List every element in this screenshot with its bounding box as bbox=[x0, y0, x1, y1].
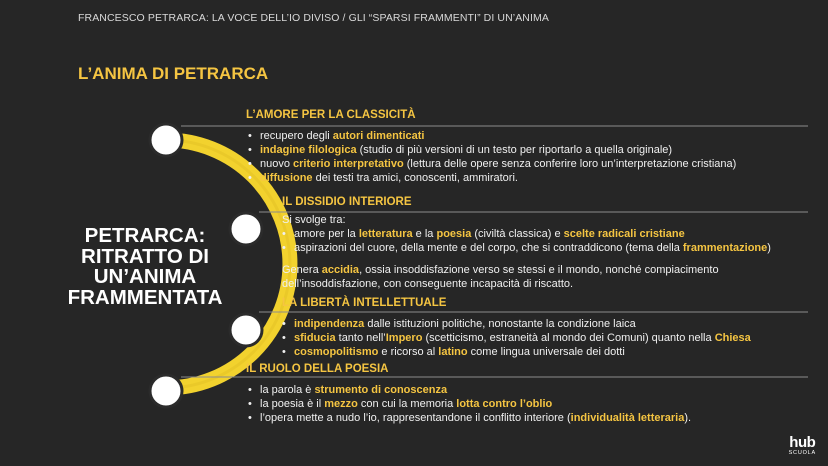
highlight-term: cosmopolitismo bbox=[294, 346, 379, 358]
text-segment: dalle istituzioni politiche, nonostante la condizione laica bbox=[364, 318, 636, 330]
main-title-line: PETRARCA: bbox=[84, 224, 206, 247]
highlight-term: sfiducia bbox=[294, 332, 336, 344]
list-item bbox=[248, 397, 691, 411]
text-segment: nuovo bbox=[260, 158, 294, 170]
text-segment: aspirazioni del cuore, della mente e del corpo, che si contraddicono (tema della bbox=[294, 242, 683, 254]
bullet-list-liberta bbox=[282, 317, 751, 359]
text-segment: (scetticismo, estraneità al mondo dei Comuni) quanto nella bbox=[422, 332, 715, 344]
text-segment: ). bbox=[684, 412, 692, 424]
logo-sub: SCUOLA bbox=[788, 450, 816, 456]
text-segment: (lettura delle opere senza conferire loro un’interpretazione cristiana) bbox=[403, 158, 737, 170]
highlight-term: poesia bbox=[436, 228, 472, 240]
list-item bbox=[282, 241, 771, 255]
bullet-list-classicita bbox=[248, 129, 736, 185]
text-segment: dei testi tra amici, conoscenti, ammiratori. bbox=[312, 172, 518, 184]
text-segment: amore per la bbox=[294, 228, 359, 240]
text-segment: dell’insoddisfazione, con conseguente incapacità di riscatto. bbox=[282, 278, 574, 290]
text-segment: come lingua universale dei dotti bbox=[467, 346, 625, 358]
section-paragraph-line bbox=[282, 263, 719, 277]
timeline-node-3 bbox=[230, 314, 262, 346]
text-segment: , ossia insoddisfazione verso se stessi e il mondo, nonché compiacimento bbox=[359, 264, 719, 276]
text-segment: tanto nell’ bbox=[335, 332, 386, 344]
list-item bbox=[248, 171, 736, 185]
page-title: L’ANIMA DI PETRARCA bbox=[78, 64, 269, 83]
highlight-term: mezzo bbox=[324, 398, 358, 410]
text-segment: ) bbox=[767, 242, 771, 254]
main-title bbox=[40, 226, 250, 308]
section-intro: Si svolge tra: bbox=[282, 214, 346, 226]
text-segment: e ricorso al bbox=[378, 346, 439, 358]
highlight-term: autori dimenticati bbox=[332, 130, 425, 142]
list-item bbox=[248, 383, 691, 397]
text-segment: la poesia è il bbox=[260, 398, 325, 410]
text-segment: (civiltà classica) e bbox=[471, 228, 564, 240]
highlight-term: latino bbox=[438, 346, 468, 358]
highlight-term: frammentazione bbox=[682, 242, 768, 254]
highlight-term: Impero bbox=[385, 332, 423, 344]
list-item bbox=[282, 317, 751, 331]
text-segment: la parola è bbox=[260, 384, 315, 396]
text-segment: e la bbox=[412, 228, 437, 240]
section-title-classicita: L’AMORE PER LA CLASSICITÀ bbox=[246, 109, 416, 121]
text-segment: con cui la memoria bbox=[357, 398, 457, 410]
highlight-term: Chiesa bbox=[714, 332, 751, 344]
section-title-liberta: LA LIBERTÀ INTELLETTUALE bbox=[282, 297, 447, 309]
main-title-line: RITRATTO DI bbox=[81, 244, 209, 268]
timeline-node-1 bbox=[150, 124, 182, 156]
list-item bbox=[282, 227, 771, 241]
list-item bbox=[248, 143, 736, 157]
highlight-term: diffusione bbox=[260, 172, 313, 184]
bullet-list-poesia bbox=[248, 383, 691, 425]
bullet-list-dissidio bbox=[282, 227, 771, 255]
highlight-term: scelte radicali cristiane bbox=[563, 228, 685, 240]
highlight-term: accidia bbox=[321, 264, 360, 276]
list-item bbox=[282, 345, 751, 359]
highlight-term: strumento di conoscenza bbox=[314, 384, 448, 396]
highlight-term: letteratura bbox=[358, 228, 413, 240]
text-segment: l’opera mette a nudo l’io, rappresentandone il conflitto interiore ( bbox=[260, 412, 571, 424]
highlight-term: individualità letteraria bbox=[570, 412, 685, 424]
list-item bbox=[282, 331, 751, 345]
highlight-term: indagine filologica bbox=[260, 144, 357, 156]
section-title-poesia: IL RUOLO DELLA POESIA bbox=[246, 363, 389, 375]
main-title-line: FRAMMENTATA bbox=[67, 285, 223, 309]
highlight-term: criterio interpretativo bbox=[293, 158, 404, 170]
timeline-node-4 bbox=[150, 375, 182, 407]
list-item bbox=[248, 411, 691, 425]
breadcrumb: FRANCESCO PETRARCA: LA VOCE DELL’IO DIVISO / GLI “SPARSI FRAMMENTI” DI UN’ANIMA bbox=[78, 12, 549, 24]
highlight-term: indipendenza bbox=[294, 318, 365, 330]
main-title-line: UN’ANIMA bbox=[93, 265, 197, 288]
text-segment: Genera bbox=[282, 264, 322, 276]
highlight-term: lotta contro l’oblio bbox=[456, 398, 553, 410]
section-title-dissidio: IL DISSIDIO INTERIORE bbox=[282, 196, 412, 208]
text-segment: recupero degli bbox=[260, 130, 333, 142]
text-segment: (studio di più versioni di un testo per riportarlo a quella originale) bbox=[356, 144, 673, 156]
list-item bbox=[248, 157, 736, 171]
hub-scuola-logo bbox=[789, 435, 816, 456]
section-paragraph-line bbox=[282, 277, 573, 291]
logo-brand: hub bbox=[789, 434, 816, 451]
list-item bbox=[248, 129, 736, 143]
